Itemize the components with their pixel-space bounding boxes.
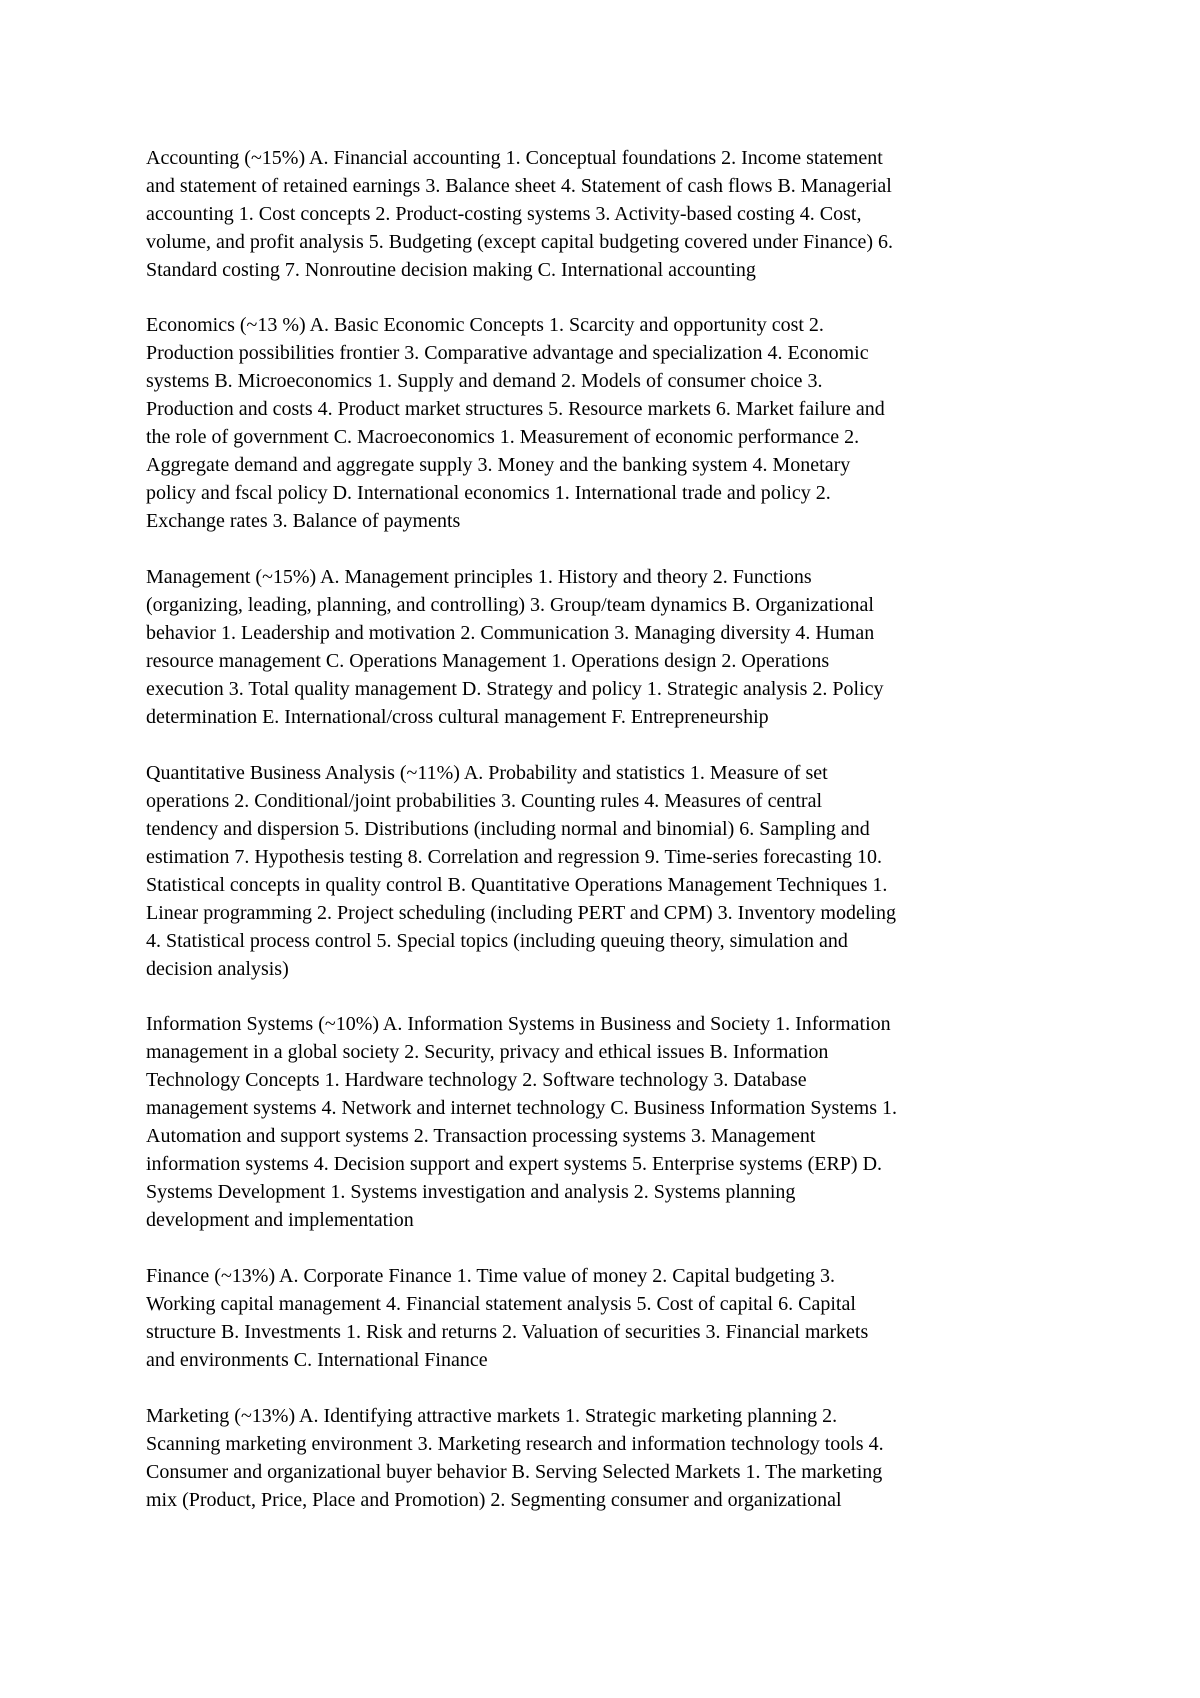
information-systems-paragraph: Information Systems (~10%) A. Information Systems in Business and Society 1. Information management in a global society 2. Security, privacy and ethical issues B. Information Technology Concepts 1. Hardware technology 2. Software technology 3. Database management systems 4. Network and internet technology C. Business Information Systems 1. Automation and support systems 2. Transaction processing systems 3. Management information systems 4. Decision support and expert systems 5. Enterprise systems (ERP) D. Systems Development 1. Systems investigation and analysis 2. Systems planning development and implementation <box>146 1013 897 1231</box>
finance-paragraph: Finance (~13%) A. Corporate Finance 1. Time value of money 2. Capital budgeting 3. Working capital management 4. Financial statement analysis 5. Cost of capital 6. Capital structure B. Investments 1. Risk and returns 2. Valuation of securities 3. Financial markets and environments C. International Finance <box>146 1265 869 1371</box>
accounting-paragraph: Accounting (~15%) A. Financial accounting 1. Conceptual foundations 2. Income statement and statement of retained earnings 3. Balance sheet 4. Statement of cash flows B. Managerial accounting 1. Cost concepts 2. Product-costing systems 3. Activity-based costing 4. Cost, volume, and profit analysis 5. Budgeting (except capital budgeting covered under Finance) 6. Standard costing 7. Nonroutine decision making C. International accounting <box>146 147 894 281</box>
quantitative-business-analysis-paragraph: Quantitative Business Analysis (~11%) A. Probability and statistics 1. Measure of set operations 2. Conditional/joint probabilities 3. Counting rules 4. Measures of central tendency and dispersion 5. Distributions (including normal and binomial) 6. Sampling and estimation 7. Hypothesis testing 8. Correlation and regression 9. Time-series forecasting 10. Statistical concepts in quality control B. Quantitative Operations Management Techniques 1. Linear programming 2. Project scheduling (including PERT and CPM) 3. Inventory modeling 4. Statistical process control 5. Special topics (including queuing theory, simulation and decision analysis) <box>146 762 896 980</box>
marketing-paragraph: Marketing (~13%) A. Identifying attractive markets 1. Strategic marketing planning 2. Scanning marketing environment 3. Marketing research and information technology tools 4. Consumer and organizational buyer behavior B. Serving Selected Markets 1. The marketing mix (Product, Price, Place and Promotion) 2. Segmenting consumer and organizational <box>146 1405 884 1511</box>
economics-paragraph: Economics (~13 %) A. Basic Economic Concepts 1. Scarcity and opportunity cost 2. Production possibilities frontier 3. Comparative advantage and specialization 4. Economic systems B. Microeconomics 1. Supply and demand 2. Models of consumer choice 3. Production and costs 4. Product market structures 5. Resource markets 6. Market failure and the role of government C. Macroeconomics 1. Measurement of economic performance 2. Aggregate demand and aggregate supply 3. Money and the banking system 4. Monetary policy and fscal policy D. International economics 1. International trade and policy 2. Exchange rates 3. Balance of payments <box>146 314 885 532</box>
management-paragraph: Management (~15%) A. Management principles 1. History and theory 2. Functions (organizing, leading, planning, and controlling) 3. Group/team dynamics B. Organizational behavior 1. Leadership and motivation 2. Communication 3. Managing diversity 4. Human resource management C. Operations Management 1. Operations design 2. Operations execution 3. Total quality management D. Strategy and policy 1. Strategic analysis 2. Policy determination E. International/cross cultural management F. Entrepreneurship <box>146 566 884 728</box>
document-page <box>146 144 1066 1514</box>
